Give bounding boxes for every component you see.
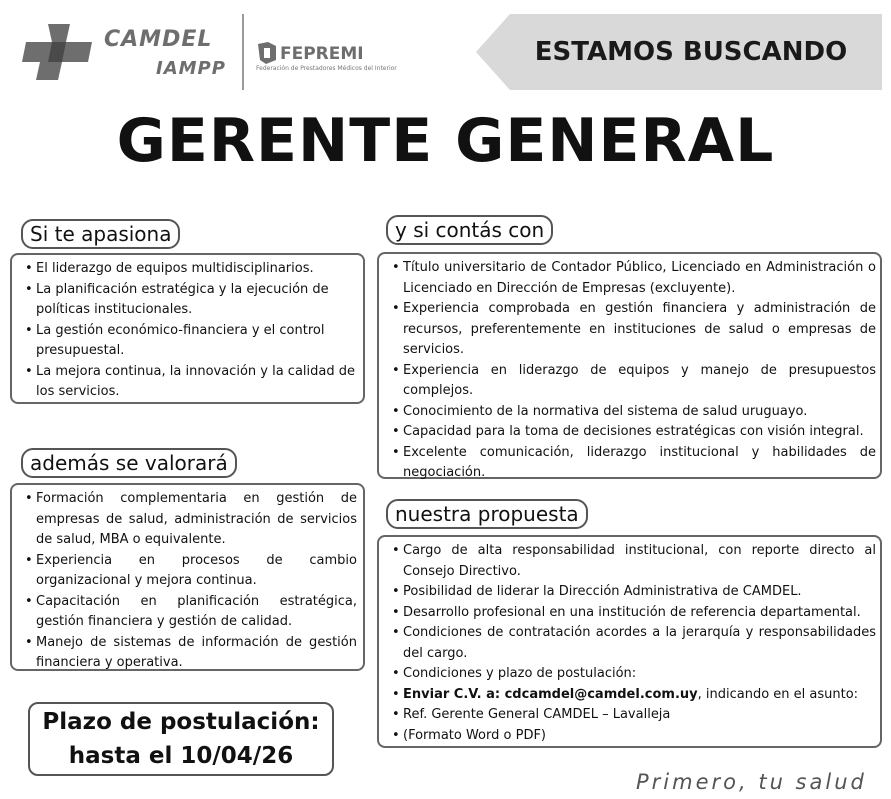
list-item: • Título universitario de Contador Público, Licenciado en Administración o Licenciado en Dirección de Empresas (excluyente).	[392, 258, 876, 299]
list-item: • Cargo de alta responsabilidad institucional, con reporte directo al Consejo Directivo.	[392, 541, 876, 582]
partner-subtitle: Federación de Prestadores Médicos del Interior	[256, 65, 397, 72]
list-item: • El liderazgo de equipos multidisciplinarios.	[25, 259, 363, 280]
requirements-heading: y si contás con	[386, 215, 553, 245]
list-item: • Conocimiento de la normativa del sistema de salud uruguayo.	[392, 402, 876, 423]
list-item: • La gestión económico-financiera y el control presupuestal.	[25, 321, 363, 362]
list-item: • Capacitación en planificación estratégica, gestión financiera y gestión de calidad.	[25, 592, 357, 633]
list-item: • Capacidad para la toma de decisiones estratégicas con visión integral.	[392, 422, 876, 443]
valued-box	[10, 483, 365, 671]
org-subtitle: IAMPP	[156, 58, 226, 79]
list-item: • La mejora continua, la innovación y la calidad de los servicios.	[25, 362, 363, 403]
passion-heading: Si te apasiona	[21, 219, 180, 249]
slogan: Primero, tu salud	[636, 770, 867, 794]
requirements-box	[377, 252, 882, 479]
header-divider	[242, 14, 244, 90]
list-item: • (Formato Word o PDF)	[392, 726, 876, 747]
send-cv-rest: , indicando en el asunto:	[697, 686, 859, 702]
deadline-date: hasta el 10/04/26	[68, 743, 294, 769]
offer-heading: nuestra propuesta	[386, 499, 588, 529]
page-title: GERENTE GENERAL	[116, 106, 775, 176]
camdel-logo-icon	[22, 24, 96, 80]
valued-heading: además se valorará	[21, 448, 237, 478]
list-item: • Experiencia en procesos de cambio organizacional y mejora continua.	[25, 551, 357, 592]
list-item: • Condiciones de contratación acordes a la jerarquía y responsabilidades del cargo.	[392, 623, 876, 664]
list-item: • Excelente comunicación, liderazgo institucional y habilidades de negociación.	[392, 443, 876, 484]
fepremi-logo-icon	[254, 40, 280, 66]
offer-box	[377, 535, 882, 748]
deadline-label: Plazo de postulación:	[42, 709, 320, 735]
list-item-send	[392, 685, 876, 706]
banner-text: ESTAMOS BUSCANDO	[534, 37, 848, 67]
list-item: • Formación complementaria en gestión de empresas de salud, administración de servicios de salud, MBA o equivalente.	[25, 489, 357, 551]
list-item: • Desarrollo profesional en una institución de referencia departamental.	[392, 603, 876, 624]
org-name: CAMDEL	[104, 27, 213, 52]
list-item: • Experiencia en liderazgo de equipos y manejo de presupuestos complejos.	[392, 361, 876, 402]
passion-box	[10, 253, 365, 404]
send-cv-email: Enviar C.V. a: cdcamdel@camdel.com.uy	[403, 686, 698, 702]
deadline-box	[28, 702, 334, 776]
list-item: • Ref. Gerente General CAMDEL – Lavalleja	[392, 705, 876, 726]
list-item: • Condiciones y plazo de postulación:	[392, 664, 876, 685]
list-item: • Posibilidad de liderar la Dirección Administrativa de CAMDEL.	[392, 582, 876, 603]
partner-name: FEPREMI	[280, 44, 364, 64]
list-item: • Experiencia comprobada en gestión financiera y administración de recursos, preferentemente en instituciones de salud o empresas de servicios.	[392, 299, 876, 361]
list-item: • Manejo de sistemas de información de gestión financiera y operativa.	[25, 633, 357, 674]
list-item: • La planificación estratégica y la ejecución de políticas institucionales.	[25, 280, 363, 321]
